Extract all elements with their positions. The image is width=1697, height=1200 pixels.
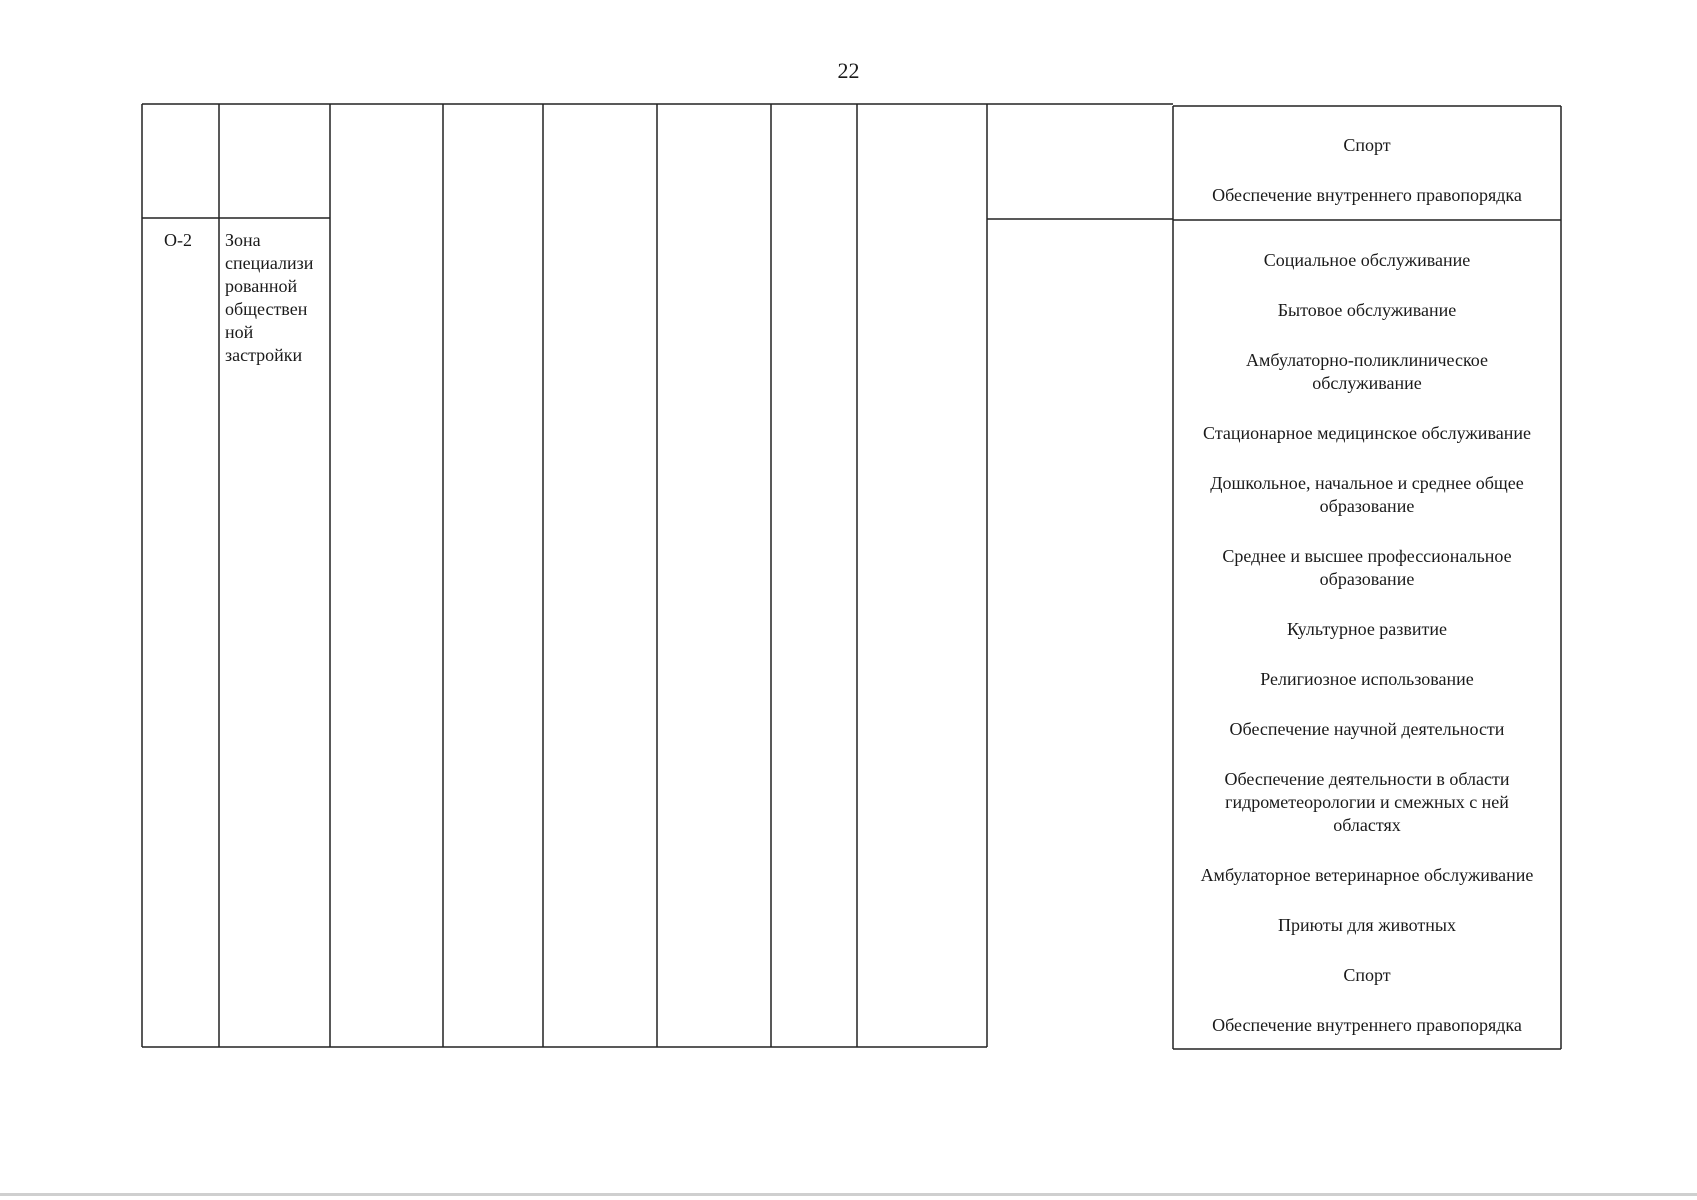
zone-name-line: ной: [225, 322, 254, 342]
zone-code: О-2: [164, 230, 192, 250]
use-item: Дошкольное, начальное и среднее общее образование: [1210, 473, 1524, 516]
use-item: Социальное обслуживание: [1263, 250, 1471, 270]
zone-name: [225, 229, 330, 367]
use-item: Обеспечение научной деятельности: [1229, 719, 1505, 739]
use-item: Амбулаторно-поликлиническое обслуживание: [1246, 350, 1488, 393]
use-item: Приюты для животных: [1277, 915, 1457, 935]
use-item: Религиозное использование: [1260, 669, 1474, 689]
zone-name-line: рованной: [225, 276, 298, 296]
use-item: Культурное развитие: [1286, 619, 1448, 639]
use-item: Стационарное медицинское обслуживание: [1203, 423, 1531, 443]
use-item: Спорт: [1343, 965, 1391, 985]
use-item: Амбулаторное ветеринарное обслуживание: [1200, 865, 1534, 885]
zone-name-line: специализи: [225, 253, 314, 273]
use-item: Обеспечение деятельности в области гидрометеорологии и смежных с ней областях: [1224, 769, 1510, 835]
zone-name-line: Зона: [225, 230, 261, 250]
use-item: Спорт: [1343, 135, 1391, 155]
use-item: Обеспечение внутреннего правопорядка: [1212, 1015, 1522, 1035]
use-item: Среднее и высшее профессиональное образование: [1222, 546, 1512, 589]
scan-edge: [0, 1193, 1697, 1196]
continued-uses-list: [1173, 134, 1561, 207]
use-item: Обеспечение внутреннего правопорядка: [1212, 185, 1522, 205]
zone-name-line: обществен: [225, 299, 308, 319]
zone-name-line: застройки: [225, 345, 303, 365]
page-number: 22: [837, 58, 860, 83]
permitted-uses-list: [1173, 249, 1561, 1037]
use-item: Бытовое обслуживание: [1277, 300, 1457, 320]
